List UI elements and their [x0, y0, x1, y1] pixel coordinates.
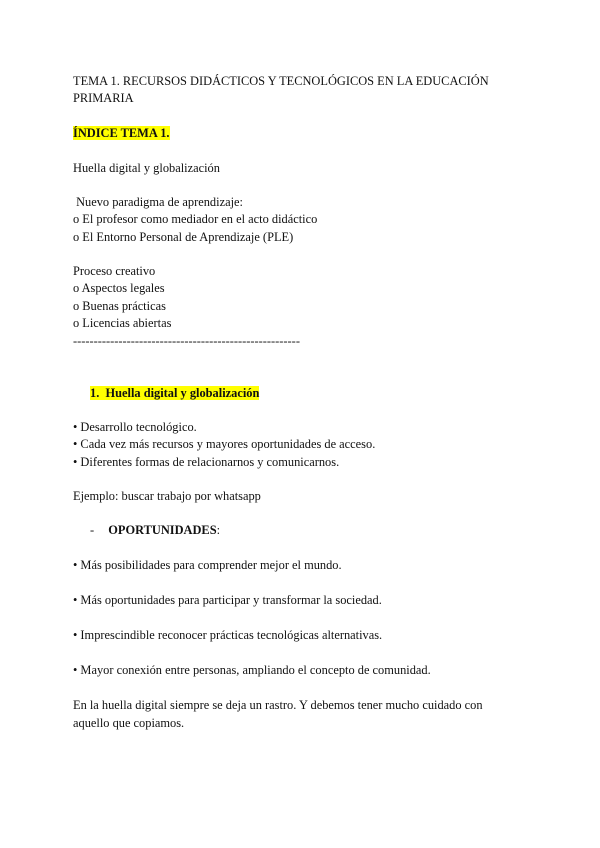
- list-item: • Cada vez más recursos y mayores oportunidades de acceso.: [73, 437, 376, 451]
- index-heading: [73, 125, 170, 143]
- index-item: Proceso creativo: [73, 264, 156, 278]
- list-item: • Más posibilidades para comprender mejor el mundo.: [73, 558, 342, 572]
- list-item: • Imprescindible reconocer prácticas tecnológicas alternativas.: [73, 628, 383, 642]
- opportunities-heading: [90, 522, 220, 540]
- list-item: • Mayor conexión entre personas, ampliando el concepto de comunidad.: [73, 663, 431, 677]
- index-item: Huella digital y globalización: [73, 161, 220, 175]
- list-item: • Desarrollo tecnológico.: [73, 420, 197, 434]
- opportunities-label: OPORTUNIDADES: [108, 523, 217, 537]
- section-1-heading: [90, 385, 259, 403]
- closing-paragraph-line-2: aquello que copiamos.: [73, 716, 185, 730]
- separator-line: -------------------------------------------------------: [73, 334, 300, 348]
- document-title-line-1: TEMA 1. RECURSOS DIDÁCTICOS Y TECNOLÓGICOS EN LA EDUCACIÓN: [73, 74, 489, 88]
- opportunities-colon: :: [216, 523, 221, 537]
- section-1-title: Huella digital y globalización: [105, 386, 260, 400]
- index-item: o Licencias abiertas: [73, 316, 172, 330]
- section-1-heading-highlight: [90, 386, 259, 400]
- index-item: o Aspectos legales: [73, 281, 165, 295]
- index-item: Nuevo paradigma de aprendizaje:: [73, 195, 243, 209]
- section-1-number: 1.: [90, 386, 100, 400]
- index-item: o Buenas prácticas: [73, 299, 166, 313]
- opportunities-dash: -: [90, 523, 95, 537]
- index-item: o El Entorno Personal de Aprendizaje (PLE): [73, 230, 294, 244]
- document-title-line-2: PRIMARIA: [73, 91, 134, 105]
- index-item: o El profesor como mediador en el acto didáctico: [73, 212, 318, 226]
- closing-paragraph-line-1: En la huella digital siempre se deja un rastro. Y debemos tener mucho cuidado con: [73, 698, 483, 712]
- list-item: • Más oportunidades para participar y transformar la sociedad.: [73, 593, 382, 607]
- example-line: Ejemplo: buscar trabajo por whatsapp: [73, 489, 261, 503]
- list-item: • Diferentes formas de relacionarnos y comunicarnos.: [73, 455, 340, 469]
- index-heading-text: ÍNDICE TEMA 1.: [73, 126, 170, 140]
